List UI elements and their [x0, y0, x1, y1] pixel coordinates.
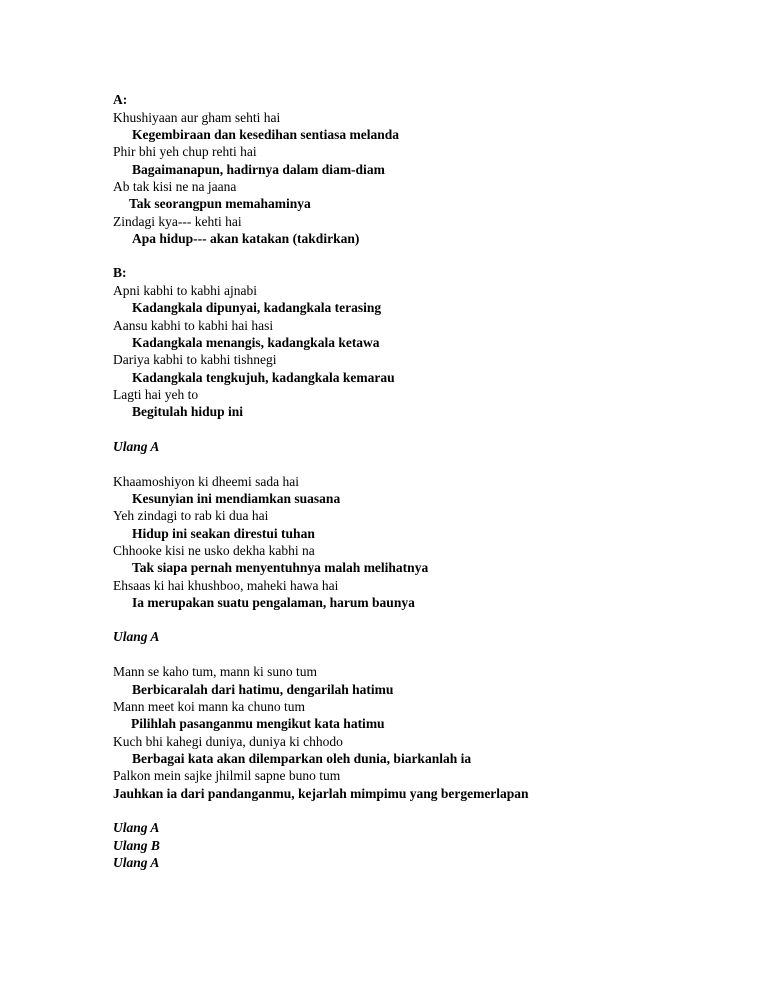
lyric-line: Kuch bhi kahegi duniya, duniya ki chhodo: [113, 734, 343, 749]
lyric-line: Phir bhi yeh chup rehti hai: [113, 144, 257, 159]
lyric-line: Aansu kabhi to kabhi hai hasi: [113, 318, 274, 333]
lyric-line: Palkon mein sajke jhilmil sapne buno tum: [113, 768, 341, 783]
translation-line: Hidup ini seakan direstui tuhan: [132, 526, 315, 541]
repeat-marker: Ulang A: [113, 855, 160, 870]
translation-line: Kadangkala dipunyai, kadangkala terasing: [132, 300, 382, 315]
repeat-marker: Ulang B: [113, 838, 160, 853]
translation-line: Ia merupakan suatu pengalaman, harum baunya: [132, 595, 415, 610]
lyric-line: Khushiyaan aur gham sehti hai: [113, 110, 281, 125]
lyric-line: Zindagi kya--- kehti hai: [113, 214, 242, 229]
translation-line: Pilihlah pasanganmu mengikut kata hatimu: [131, 716, 385, 731]
lyric-line: Khaamoshiyon ki dheemi sada hai: [113, 474, 299, 489]
translation-line: Apa hidup--- akan katakan (takdirkan): [132, 231, 360, 246]
lyric-line: Apni kabhi to kabhi ajnabi: [113, 283, 257, 298]
translation-line: Kegembiraan dan kesedihan sentiasa melanda: [132, 127, 400, 142]
translation-line: Kadangkala menangis, kadangkala ketawa: [132, 335, 380, 350]
translation-line: Berbagai kata akan dilemparkan oleh dunia, biarkanlah ia: [132, 751, 472, 766]
lyric-line: Dariya kabhi to kabhi tishnegi: [113, 352, 277, 367]
translation-line: Kadangkala tengkujuh, kadangkala kemarau: [132, 370, 395, 385]
lyric-line: Mann se kaho tum, mann ki suno tum: [113, 664, 317, 679]
lyric-line: Yeh zindagi to rab ki dua hai: [113, 508, 269, 523]
section-label-b: B:: [113, 265, 127, 280]
lyric-line: Chhooke kisi ne usko dekha kabhi na: [113, 543, 315, 558]
section-label-a: A:: [113, 92, 128, 107]
translation-line: Tak siapa pernah menyentuhnya malah melihatnya: [132, 560, 429, 575]
translation-line: Bagaimanapun, hadirnya dalam diam-diam: [132, 162, 385, 177]
translation-line: Tak seorangpun memahaminya: [129, 196, 311, 211]
translation-line: Kesunyian ini mendiamkan suasana: [132, 491, 341, 506]
lyric-line: Ehsaas ki hai khushboo, maheki hawa hai: [113, 578, 339, 593]
lyric-line: Lagti hai yeh to: [113, 387, 199, 402]
translation-line: Jauhkan ia dari pandanganmu, kejarlah mimpimu yang bergemerlapan: [113, 786, 529, 801]
repeat-marker: Ulang A: [113, 439, 160, 454]
lyric-line: Ab tak kisi ne na jaana: [113, 179, 237, 194]
translation-line: Begitulah hidup ini: [132, 404, 244, 419]
lyric-line: Mann meet koi mann ka chuno tum: [113, 699, 305, 714]
repeat-marker: Ulang A: [113, 629, 160, 644]
translation-line: Berbicaralah dari hatimu, dengarilah hatimu: [132, 682, 394, 697]
repeat-marker: Ulang A: [113, 820, 160, 835]
